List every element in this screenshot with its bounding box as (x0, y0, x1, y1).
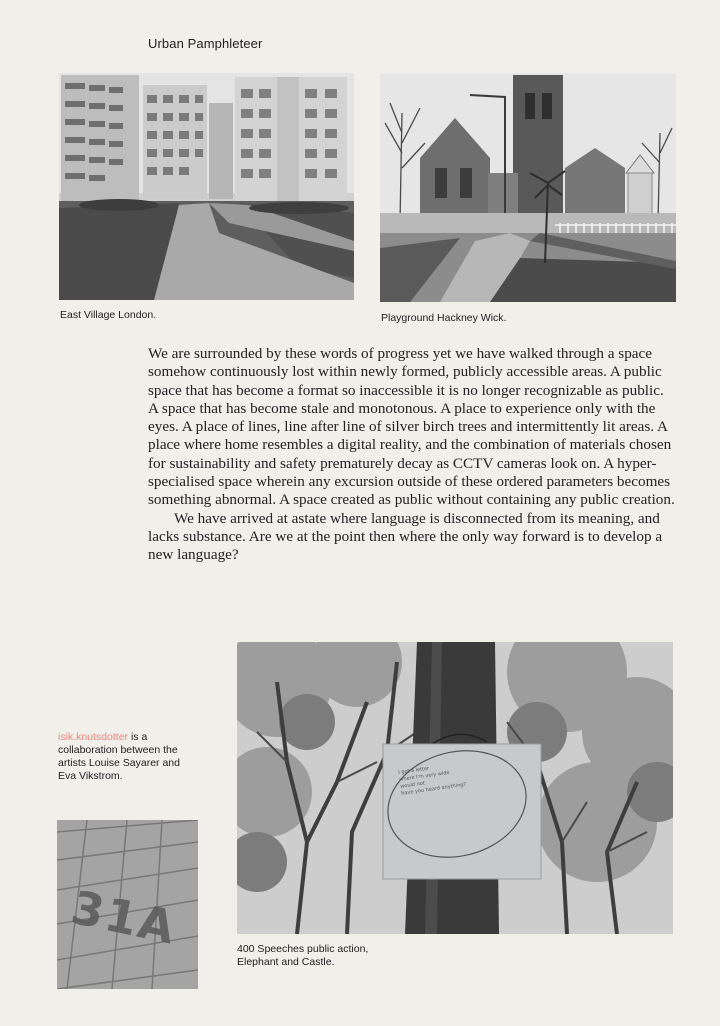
pavement-stencil-text: 31A (66, 880, 182, 955)
article-body (148, 345, 676, 565)
article-paragraph-2: We have arrived at astate where language is disconnected from its meaning, and lacks substance. Are we at the point then where the only way forward is to develop a new language? (148, 509, 663, 564)
caption-playground: Playground Hackney Wick. (381, 312, 507, 324)
sign-handwritten-text: I got a letter where I'm very wide would not have you heard anything? (398, 765, 467, 797)
bio-artist-name: isik.knutsdotter (58, 731, 129, 743)
caption-400-speeches (237, 943, 368, 969)
photo-east-village (59, 73, 354, 300)
playground-illustration (380, 73, 676, 302)
bio-text: is a collaboration between the artists Louise Sayarer and Eva Vikstrom. (58, 731, 180, 782)
caption-east-village: East Village London. (60, 309, 157, 321)
running-header: Urban Pamphleteer (148, 36, 263, 51)
caption-400-speeches-line-2: Elephant and Castle. (237, 956, 335, 968)
artist-bio (58, 731, 198, 783)
photo-playground (380, 73, 676, 302)
article-paragraph-1: We are surrounded by these words of progress yet we have walked through a space somehow continuously lost within newly formed, publicly accessible areas. A public space that has become a format so inaccessible it is no longer recognizable as public. A space that has become stale and monotonous. A place to experience only with the eyes. A place of lines, line after line of silver birch trees and intermittently lit areas. A place where home resembles a digital reality, and the combination of materials chosen for sustainability and safety prematurely decay as CCTV cameras look on. A hyper-specialised space wherein any excursion outside of these ordered parameters becomes something abnormal. A space created as public without containing any public creation. (148, 345, 675, 509)
caption-400-speeches-line-1: 400 Speeches public action, (237, 943, 369, 955)
east-village-illustration (59, 73, 354, 300)
